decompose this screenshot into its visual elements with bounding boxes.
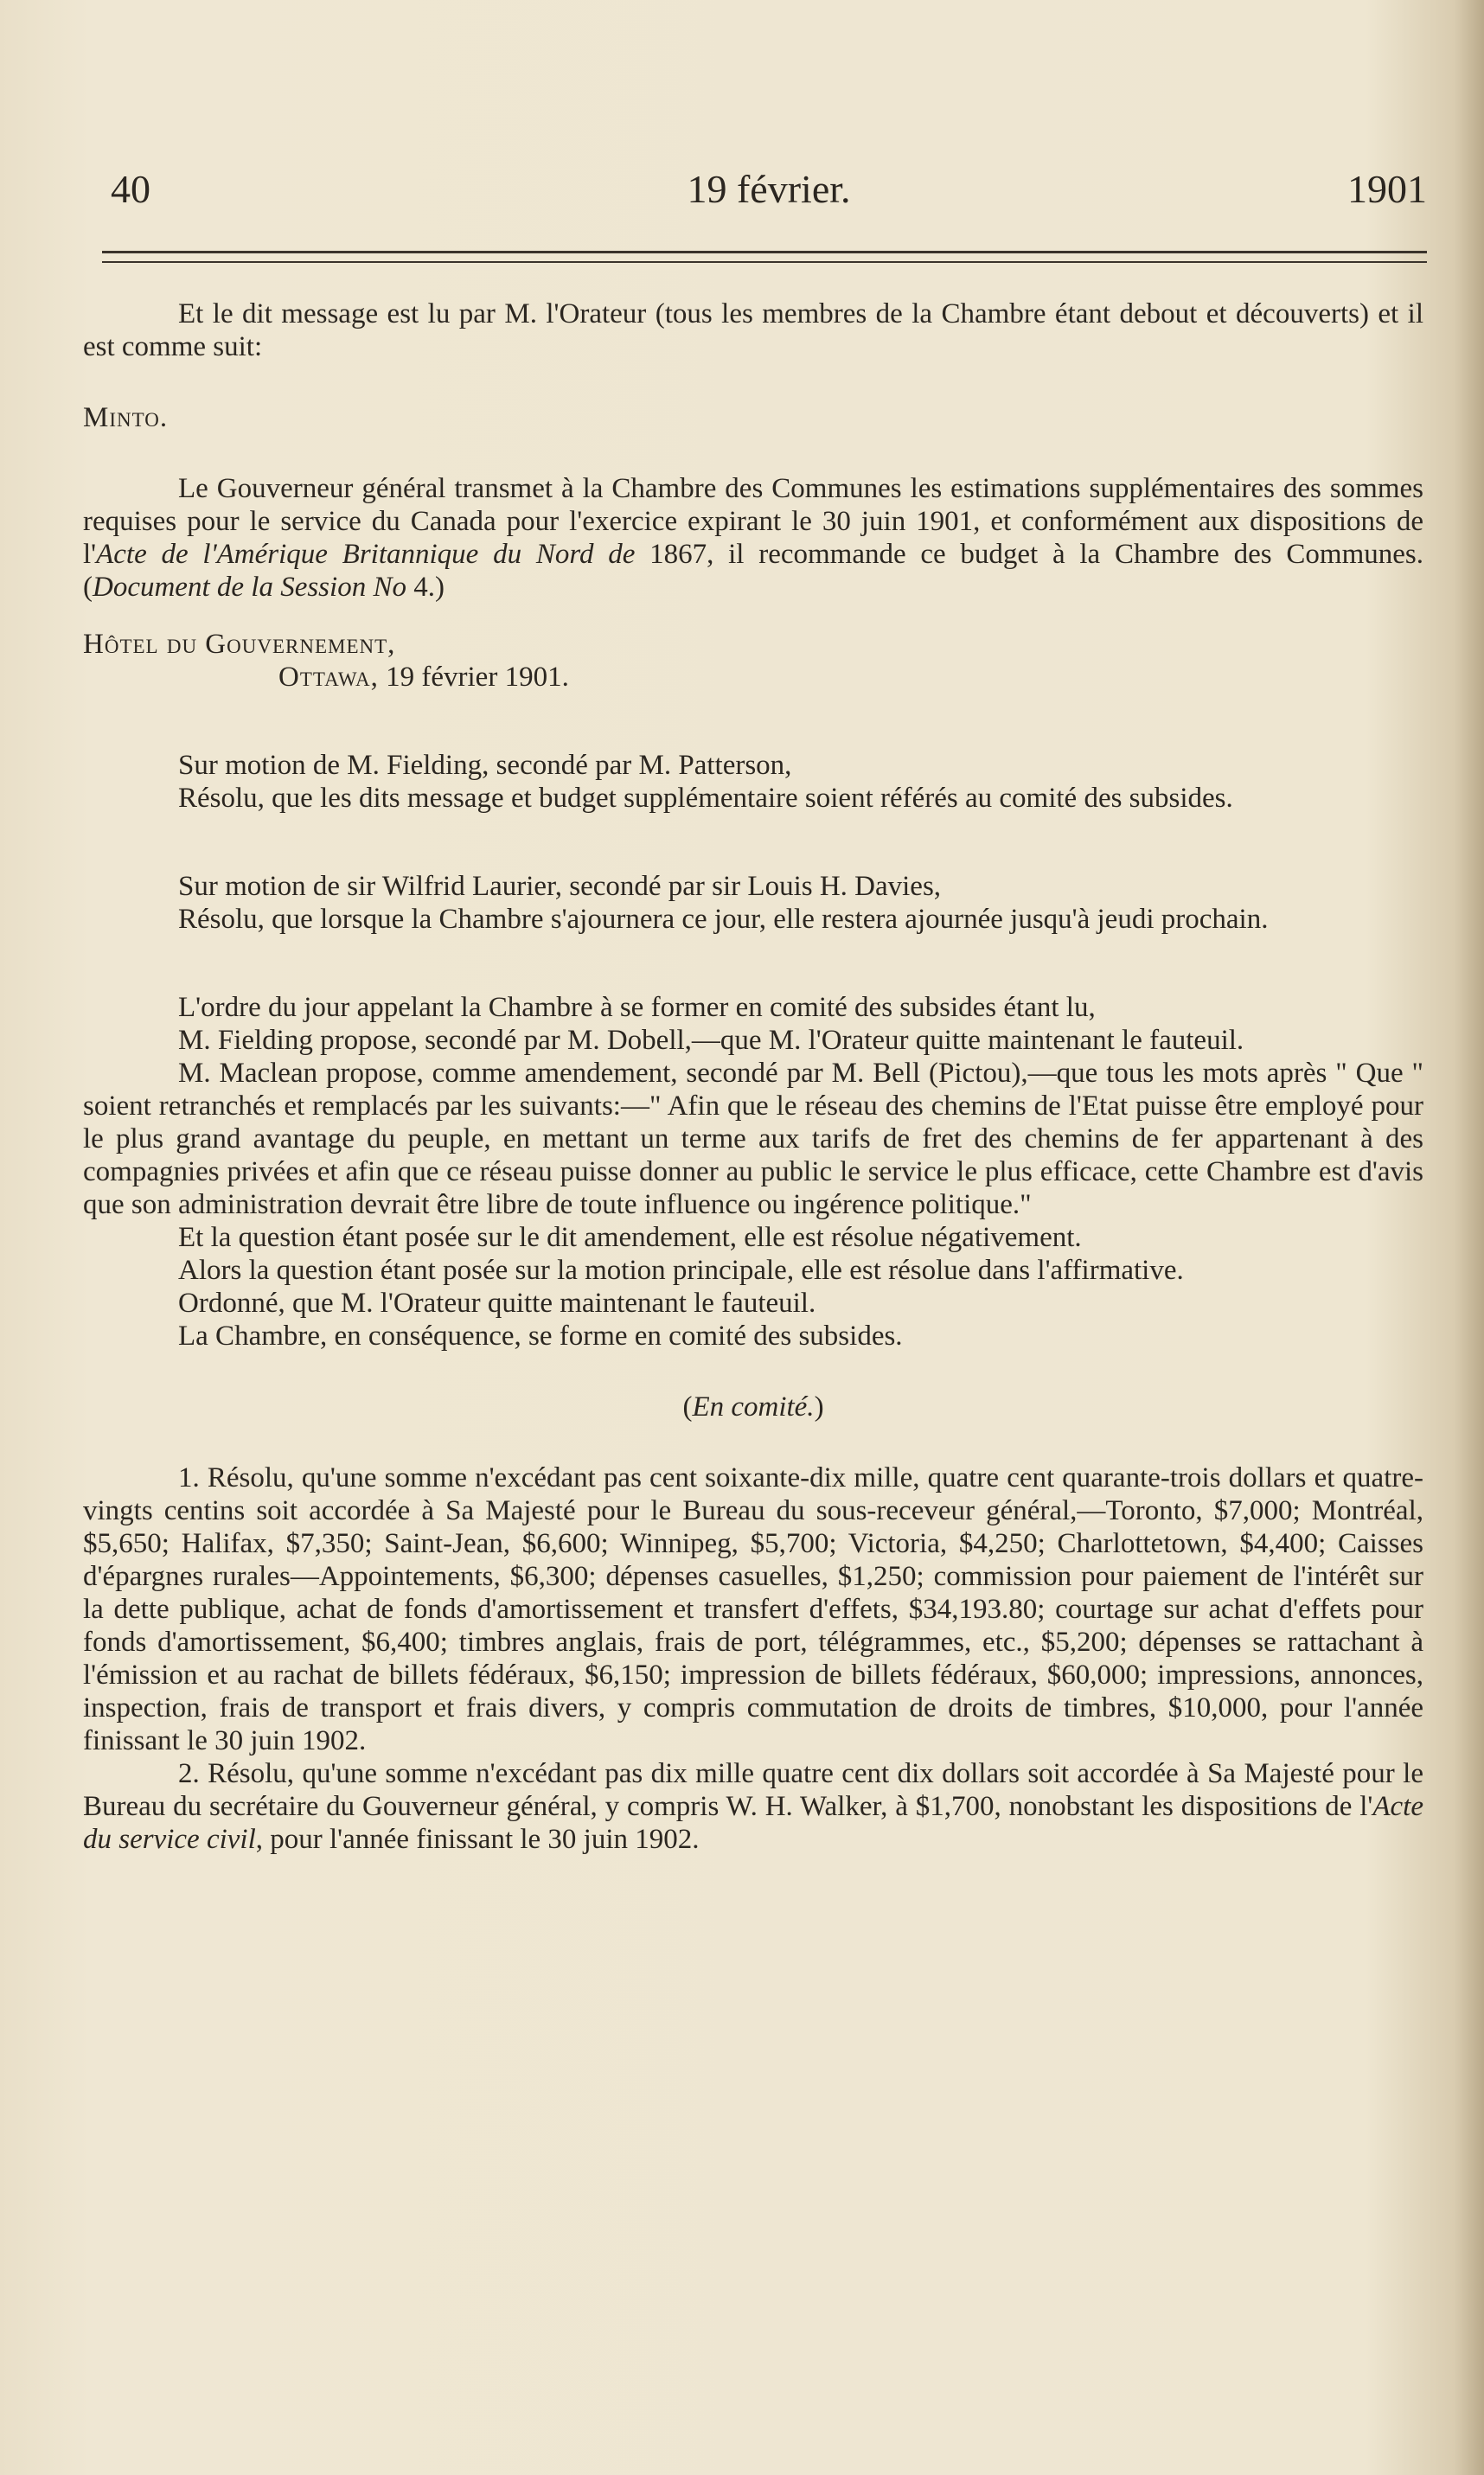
paren-close: ): [814, 1391, 824, 1423]
text-run: , pour l'année finissant le 30 juin 1902.: [255, 1824, 700, 1855]
paragraph-ordre-du-jour: L'ordre du jour appelant la Chambre à se former en comité des subsides étant lu,: [178, 992, 1096, 1023]
paragraph-chambre-comite: La Chambre, en conséquence, se forme en comité des subsides.: [178, 1321, 903, 1352]
italic-document-ref: Document de la Session No: [93, 572, 406, 603]
paragraph-motion-principale: Alors la question étant posée sur la motion principale, elle est résolue dans l'affirmative.: [178, 1255, 1184, 1286]
hotel-du-gouvernement: Hôtel du Gouvernement,: [83, 629, 396, 660]
paragraph-ordonne: Ordonné, que M. l'Orateur quitte maintenant le fauteuil.: [178, 1288, 816, 1319]
page-number: 40: [111, 167, 150, 211]
header-rule-top: [102, 251, 1427, 253]
resolution-2: [83, 1757, 1423, 1856]
section-heading-en-comite: [83, 1391, 1423, 1423]
resolution-1: 1. Résolu, qu'une somme n'excédant pas cent soixante-dix mille, quatre cent quarante-trois dollars et quatre-vingts centins soit accordée à Sa Majesté pour le Bureau du sous-receveur général,—Toronto, $7,000; Montréal, $5,650; Halifax, $7,350; Saint-Jean, $6,600; Winnipeg, $5,700; Victoria, $4,250; Charlottetown, $4,400; Caisses d'épargnes rurales—Appointements, $6,300; dépenses casuelles, $1,250; commission pour paiement de l'intérêt sur la dette publique, achat de fonds d'amortissement et transfert d'effets, $34,193.80; courtage sur achat d'effets pour fonds d'amortissement, $6,400; timbres anglais, frais de port, télégrammes, etc., $5,200; dépenses se rattachant à l'émission et au rachat de billets fédéraux, $6,150; impression de billets fédéraux, $60,000; impressions, annonces, inspection, frais de transport et frais divers, y compris commutation de droits de timbres, $10,000, pour l'année finissant le 30 juin 1902.: [83, 1462, 1423, 1756]
paragraph-motion-laurier: Sur motion de sir Wilfrid Laurier, secondé par sir Louis H. Davies,: [178, 871, 942, 902]
paragraph-amendement-negatif: Et la question étant posée sur le dit amendement, elle est résolue négativement.: [178, 1222, 1082, 1253]
paragraph-fielding-propose: M. Fielding propose, secondé par M. Dobell,—que M. l'Orateur quitte maintenant le fauteuil.: [178, 1025, 1244, 1056]
paragraph-resolu-ajournement: Résolu, que lorsque la Chambre s'ajournera ce jour, elle restera ajournée jusqu'à jeudi prochain.: [178, 904, 1269, 935]
text-run: 4.): [406, 572, 445, 603]
header-rule-bottom: [102, 261, 1427, 263]
italic-act-title: Acte du service civil: [83, 1791, 1423, 1855]
header-date: 19 février.: [687, 167, 851, 211]
text-run: Le Gouverneur général transmet à la Chambre des Communes les estimations supplémentaires des sommes requises pour le service du Canada pour l'exercice expirant le 30 juin 1901, et conformément aux dispositions de l': [83, 473, 1423, 570]
paragraph-governor-message: [83, 472, 1423, 604]
paren-open: (: [682, 1391, 693, 1423]
paragraph-resolu-referes: Résolu, que les dits message et budget supplémentaire soient référés au comité des subsides.: [178, 783, 1233, 814]
ottawa-label: Ottawa,: [278, 662, 379, 693]
text-run: 1867, il recommande ce budget à la Chambre des Communes. (: [83, 539, 1423, 603]
running-header: [111, 166, 1427, 227]
ottawa-date: 19 février 1901.: [378, 662, 569, 693]
document-body: [83, 297, 1423, 1856]
heading-text: En comité.: [692, 1391, 815, 1423]
paragraph-motion-fielding: Sur motion de M. Fielding, secondé par M. Patterson,: [178, 750, 792, 781]
paragraph-message: Et le dit message est lu par M. l'Orateur (tous les membres de la Chambre étant debout et découverts) et il est comme suit:: [83, 298, 1423, 362]
ottawa-dateline: [83, 661, 1423, 694]
italic-act-title: Acte de l'Amérique Britannique du Nord de: [96, 539, 636, 570]
header-year: 1901: [1347, 167, 1427, 211]
paragraph-maclean-amendement: M. Maclean propose, comme amendement, secondé par M. Bell (Pictou),—que tous les mots après " Que " soient retranchés et remplacés par les suivants:—" Afin que le réseau des chemins de l'Etat puisse être employé pour le plus grand avantage du peuple, en mettant un terme aux tarifs de fret des chemins de fer appartenant à des compagnies privées et afin que ce réseau puisse donner au public le service le plus efficace, cette Chambre est d'avis que son administration devrait être libre de toute influence ou ingérence politique.": [83, 1058, 1423, 1220]
text-run: 2. Résolu, qu'une somme n'excédant pas dix mille quatre cent dix dollars soit accordée à Sa Majesté pour le Bureau du secrétaire du Gouverneur général, y compris W. H. Walker, à $1,700, nonobstant les dispositions de l': [83, 1758, 1423, 1822]
signature-minto: Minto.: [83, 402, 169, 433]
